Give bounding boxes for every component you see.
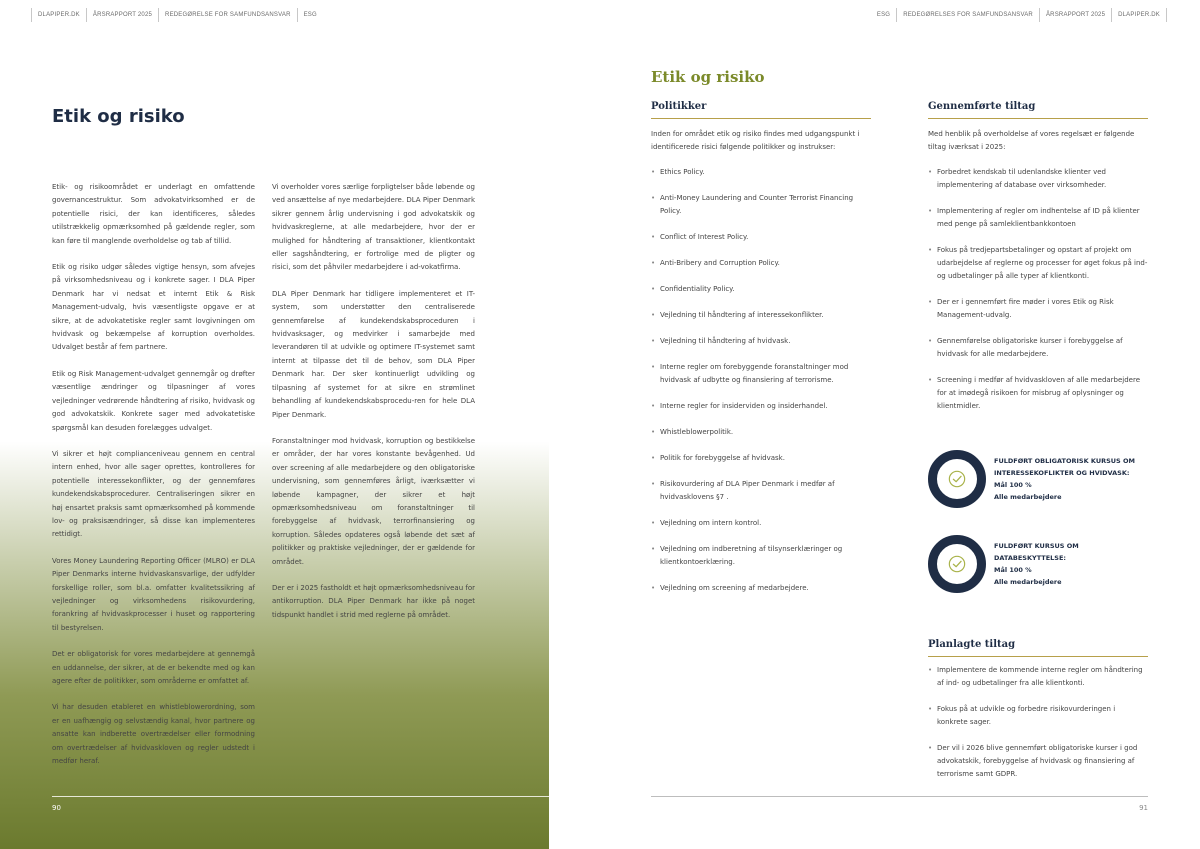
list-item: • Vejledning om screening af medarbejdere. [651, 582, 871, 595]
list-item: • Risikovurdering af DLA Piper Denmark i medfør af hvidvasklovens §7 . [651, 478, 871, 504]
gennemforte-heading: Gennemførte tiltag [928, 101, 1148, 119]
politikker-heading: Politikker [651, 101, 871, 119]
list-item: • Screening i medfør af hvidvaskloven af alle medarbejdere for at imødegå risikoen for misbrug af oplysninger og klientmidler. [928, 374, 1148, 413]
politikker-intro: Inden for området etik og risiko findes med udgangspunkt i identificerede risici følgende politikker og instrukser: [651, 130, 860, 151]
list-item: • Conflict of Interest Policy. [651, 231, 871, 244]
footer-rule-left [52, 796, 549, 797]
list-item: • Fokus på tredjepartsbetalinger og opstart af projekt om udarbejdelse af reglerne og processer for øget fokus på ind- og udbetalinger på alle typer af klientkonti. [928, 244, 1148, 283]
list-item: • Implementering af regler om indhentelse af ID på klienter med penge på samleklientbankkontoen [928, 205, 1148, 231]
nav-link-site[interactable]: DLAPIPER.DK [31, 8, 86, 22]
page-title: Etik og risiko [52, 106, 185, 127]
list-item: • Vejledning om intern kontrol. [651, 517, 871, 530]
paragraph: Der er i 2025 fastholdt et højt opmærksomhedsniveau for antikorruption. DLA Piper Denmark har ikke på noget tidspunkt handlet i strid med reglerne på området. [272, 583, 475, 619]
nav-link-esg[interactable]: ESG [871, 8, 897, 22]
list-item: • Forbedret kendskab til udenlandske klienter ved implementering af database over virksomheder. [928, 166, 1148, 192]
kpi-badge-data-protection [928, 535, 1144, 593]
list-item: • Confidentiality Policy. [651, 283, 871, 296]
footer-rule-right [651, 796, 1148, 797]
check-circle-icon [948, 555, 966, 573]
nav-link-csr[interactable]: REDEGØRELSES FOR SAMFUNDSANSVAR [897, 8, 1040, 22]
paragraph: Vi sikrer et højt complianceniveau gennem en central intern enhed, hvor alle sager oprettes, kontrolleres for potentielle interessekonflikter, og der gennemføres kundekendskabsprocedurer. Centraliseringen sikrer en høj ensartet praksis samt opmærksomhed på kommende lov- og praksisændringer, så disse kan implementeres rettidigt. [52, 449, 255, 539]
list-item: • Politik for forebyggelse af hvidvask. [651, 452, 871, 465]
top-nav-right [871, 8, 1167, 22]
nav-link-esg[interactable]: ESG [297, 8, 323, 22]
list-item: • Implementere de kommende interne regler om håndtering af ind- og udbetalinger fra alle klientkonti. [928, 664, 1148, 690]
body-column-1 [52, 181, 255, 781]
list-item: • Interne regler for insiderviden og insiderhandel. [651, 400, 871, 413]
page-number-right: 91 [1139, 804, 1148, 812]
badge-goal: Mål 100 % [994, 566, 1032, 574]
body-column-2 [272, 181, 475, 635]
paragraph: Vi har desuden etableret en whistleblowerordning, som er en uafhængig og selvstændig kanal, hvor partnere og ansatte kan indberette overtrædelser eller formodning om overtrædelser af hvidvaskloven og regler udstedt i medfør heraf. [52, 703, 255, 766]
check-circle-icon [948, 470, 966, 488]
nav-link-annual-report[interactable]: ÅRSRAPPORT 2025 [1040, 8, 1112, 22]
planlagte-list [928, 664, 1148, 794]
kpi-badge-aml-course [928, 450, 1144, 508]
list-item: • Ethics Policy. [651, 166, 871, 179]
list-item: • Anti-Money Laundering and Counter Terrorist Financing Policy. [651, 192, 871, 218]
list-item: • Fokus på at udvikle og forbedre risikovurderingen i konkrete sager. [928, 703, 1148, 729]
list-item: • Vejledning til håndtering af interessekonflikter. [651, 309, 871, 322]
paragraph: Etik- og risikoområdet er underlagt en omfattende governancestruktur. Som advokatvirksomhed er de potentielle risici, der kan identificeres, således utilstrækkelig opmærksomhed på gældende regler, som kan føre til manglende overholdelse og tab af tillid. [52, 183, 255, 245]
paragraph: Etik og Risk Management-udvalget gennemgår og drøfter væsentlige ændringer og tilpasninger af vores vejledninger vedrørende håndtering af risiko, hvidvask og god advokatskik. Konkrete sager med advokatetiske spørgsmål kan desuden forelægges udvalget. [52, 369, 255, 432]
badge-text [994, 540, 1144, 588]
paragraph: Etik og risiko udgør således vigtige hensyn, som afvejes på virksomhedsniveau og i konkrete sager. I DLA Piper Denmark har vi nedsat et internt Etik & Risk Management-udvalg, hvis væsentligste opgave er at sikre, at de advokatetiske regler samt lovgivningen om hvidvask og bekæmpelse af korruption overholdes. Udvalget består af fem partnere. [52, 263, 255, 352]
badge-audience: Alle medarbejdere [994, 578, 1062, 586]
paragraph: Vi overholder vores særlige forpligtelser både løbende og ved ansættelse af nye medarbejdere. DLA Piper Denmark sikrer gennem årlig undervisning i god advokatskik og hvidvaskreglerne, at alle medarbejdere, hvor der er mulighed for håndtering af transaktioner, klientkontakt eller sagshåndtering, er fortrolige med de pligter og risici, som det påhviler medarbejdere i ad-vokatfirma. [272, 183, 475, 272]
badge-goal: Mål 100 % [994, 481, 1032, 489]
list-item: • Interne regler om forebyggende foranstaltninger mod hvidvask af udbytte og finansiering af terrorisme. [651, 361, 871, 387]
list-item: • Whistleblowerpolitik. [651, 426, 871, 439]
paragraph: Vores Money Laundering Reporting Officer (MLRO) er DLA Piper Denmarks interne hvidvaskansvarlige, der udfylder forskellige roller, som bl.a. omfatter kvalitetssikring af vejledninger og virksomhedens risikovurdering, forankring af hvidvaskprocesser i huset og rapportering til bestyrelsen. [52, 556, 255, 632]
list-item: • Der vil i 2026 blive gennemført obligatoriske kurser i god advokatskik, forebyggelse af hvidvask og finansiering af terrorisme samt GDPR. [928, 742, 1148, 781]
gennemforte-list [928, 166, 1148, 426]
list-item: • Der er i gennemført fire møder i vores Etik og Risk Management-udvalg. [928, 296, 1148, 322]
list-item: • Vejledning om indberetning af tilsynserklæringer og klientkontoerklæring. [651, 543, 871, 569]
gennemforte-intro: Med henblik på overholdelse af vores regelsæt er følgende tiltag iværksat i 2025: [928, 130, 1135, 151]
badge-text [994, 455, 1144, 503]
paragraph: DLA Piper Denmark har tidligere implementeret et IT-system, som understøtter den centraliserede gennemførelse af kundekendskabsproceduren i hvidvasksager, og medvirker i samarbejde med leverandøren til at udvikle og optimere IT-systemet samt internt at tilpasse det til de behov, som DLA Piper Denmark har. Der sker kontinuerligt udvikling og tilpasning af systemet for at sikre en strømlinet behandling af kundekendskabsprocedu-ren for hele DLA Piper Denmark. [272, 289, 475, 419]
nav-link-csr[interactable]: REDEGØRELSE FOR SAMFUNDSANSVAR [158, 8, 297, 22]
section-title: Etik og risiko [651, 68, 765, 86]
nav-link-annual-report[interactable]: ÅRSRAPPORT 2025 [86, 8, 158, 22]
top-nav-left [31, 8, 323, 22]
list-item: • Gennemførelse obligatoriske kurser i forebyggelse af hvidvask for alle medarbejdere. [928, 335, 1148, 361]
page-number-left: 90 [52, 804, 61, 812]
progress-ring [928, 535, 986, 593]
planlagte-heading: Planlagte tiltag [928, 639, 1148, 657]
badge-audience: Alle medarbejdere [994, 493, 1062, 501]
paragraph: Foranstaltninger mod hvidvask, korruption og bestikkelse er områder, der har vores konstante bevågenhed. Ud over screening af alle medarbejdere og den obligatoriske undervisning, som gennemføres årligt, iværksætter vi løbende kampagner, der sikrer et højt opmærksomhedsniveau om foranstaltninger til forebyggelse af hvidvask, terrorfinansiering og korruption. Således opdateres også løbende det sæt af politikker og praktiske vejledninger, der er gældende for området. [272, 436, 475, 566]
badge-title: FULDFØRT OBLIGATORISK KURSUS OM INTERESSEKOFLIKTER OG HVIDVASK: [994, 457, 1136, 477]
progress-ring [928, 450, 986, 508]
list-item: • Anti-Bribery and Corruption Policy. [651, 257, 871, 270]
paragraph: Det er obligatorisk for vores medarbejdere at gennemgå en uddannelse, der sikrer, at de er bekendte med og kan agere efter de politikker, som områderne er omfattet af. [52, 650, 255, 685]
list-item: • Vejledning til håndtering af hvidvask. [651, 335, 871, 348]
politikker-list [651, 166, 871, 608]
badge-title: FULDFØRT KURSUS OM DATABESKYTTELSE: [994, 542, 1079, 562]
nav-link-site[interactable]: DLAPIPER.DK [1112, 8, 1167, 22]
